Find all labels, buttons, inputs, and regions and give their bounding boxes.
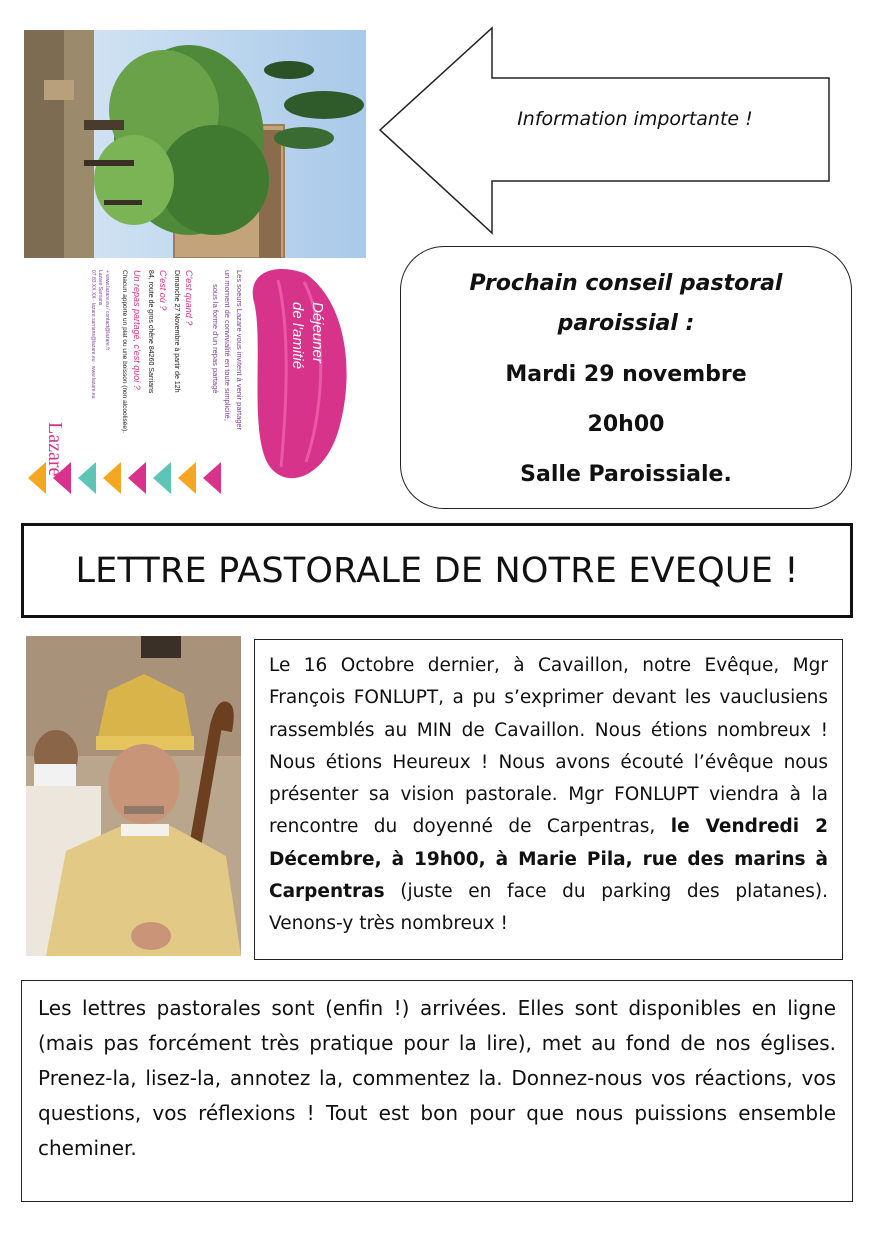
flyer-when-answer: Dimanche 27 Novembre à partir de 12h <box>173 270 180 393</box>
flyer-garden-photo <box>24 30 366 258</box>
council-date: Mardi 29 novembre <box>505 362 747 387</box>
flyer-intro-line1: Les soeurs Lazare vous invitent à venir partager <box>235 270 244 431</box>
flyer-invitation-card <box>24 262 366 505</box>
council-title-line2: paroissial : <box>557 311 695 336</box>
flyer-brand-logo: Lazare <box>44 422 66 477</box>
flyer-when-question: C'est quand ? <box>184 270 194 326</box>
flyer-contact-line2: Lazare Sarrians <box>97 270 103 306</box>
flyer-what-question: Un repas partagé, c'est quoi ? <box>132 270 142 390</box>
headline-title: LETTRE PASTORALE DE NOTRE EVEQUE ! <box>75 550 799 591</box>
flyer-what-answer: Chacun apporte un plat ou une boisson (non alcoolisée). <box>121 270 128 433</box>
council-title-line1: Prochain conseil pastoral <box>469 271 783 296</box>
article-event-details: le Vendredi 2 Décembre, à 19h00, à Marie Pila, rue des marins à Carpentras <box>269 816 828 903</box>
flyer-where-answer: 84, route de gros chêne 84260 Sarrians <box>147 270 154 394</box>
article-text-part1: Le 16 Octobre dernier, à Cavaillon, notre Evêque, Mgr François FONLUPT, a pu s’exprimer devant les vauclusiens rassemblés au MIN de Cavaillon. Nous étions nombreux ! Nous étions Heureux ! Nous avons écouté l’évêque nous présenter sa vision pastorale. Mgr FONLUPT viendra à la rencontre du doyenné de Carpentras, <box>269 655 828 838</box>
flyer-intro-line2: un moment de convivialité en toute simplicité, <box>223 270 232 421</box>
pastoral-letters-box <box>21 980 853 1202</box>
left-arrow-shape <box>378 26 832 236</box>
arrow-callout-text: Information importante ! <box>517 108 753 130</box>
article-text-box <box>254 639 843 960</box>
flyer-intro-line3: sous la forme d'un repas partagé <box>211 284 220 394</box>
flyer-contact-line3: 07.83.XX.XX · lazare.sarrians@lazare.eu · www.lazare.eu <box>90 270 96 399</box>
council-time: 20h00 <box>587 412 665 437</box>
flyer-contact-line1: + www.lazare.eu / contact@lazare.fr <box>104 270 110 351</box>
lazare-flyer-image <box>24 30 366 505</box>
bishop-photo <box>26 636 241 956</box>
article-text-part2: (juste en face du parking des platanes). Venons-y très nombreux ! <box>269 881 828 935</box>
council-announcement-box <box>400 246 852 509</box>
flyer-title-line1: Déjeuner <box>309 302 326 363</box>
flyer-where-question: C'est où ? <box>158 270 168 311</box>
flyer-title-line2: de l'amitié <box>289 302 306 370</box>
council-place: Salle Paroissiale. <box>520 462 732 487</box>
pastoral-letters-text: Les lettres pastorales sont (enfin !) arrivées. Elles sont disponibles en ligne (mais pas forcément très pratique pour la lire), met au fond de nos églises. Prenez-la, lisez-la, annotez la, commentez la. Donnez-nous vos réactions, vos questions, vos réflexions ! Tout est bon pour que nous puissions ensemble cheminer. <box>38 996 836 1160</box>
headline-box <box>21 523 853 618</box>
